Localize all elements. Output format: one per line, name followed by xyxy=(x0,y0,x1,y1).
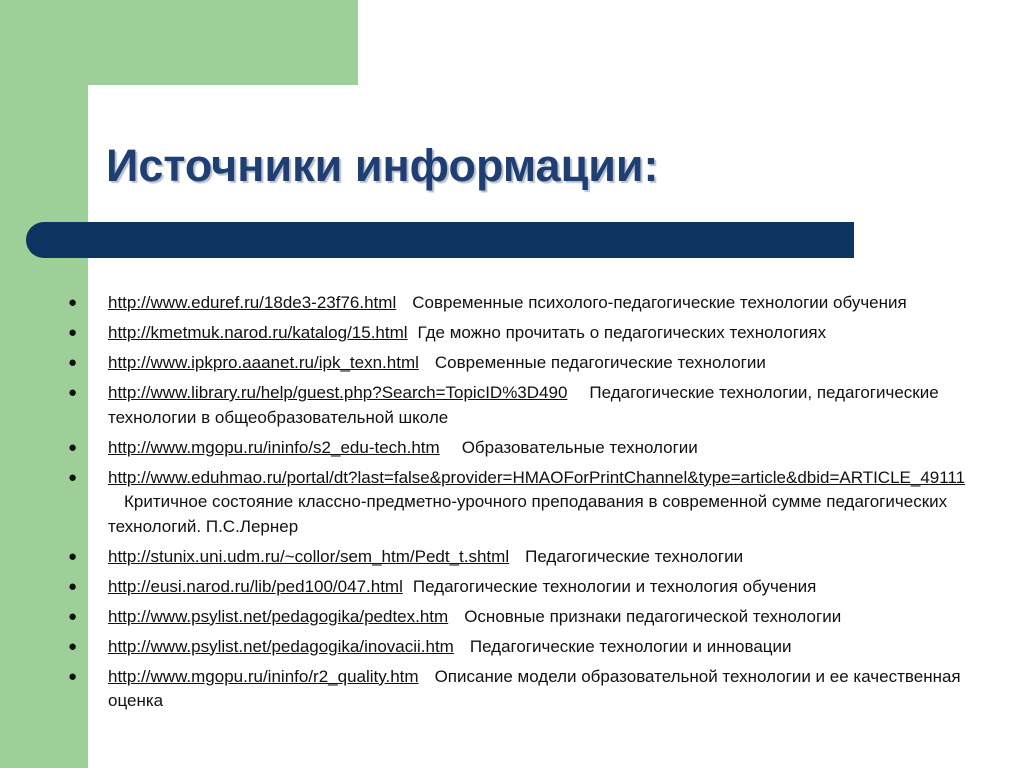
list-item xyxy=(68,381,978,430)
list-item xyxy=(68,321,978,346)
bullet-icon: ● xyxy=(68,354,78,371)
source-description: Основные признаки педагогической технологии xyxy=(464,606,842,626)
bullet-icon: ● xyxy=(68,468,78,486)
list-item xyxy=(68,545,978,570)
source-link[interactable]: http://eusi.narod.ru/lib/ped100/047.html xyxy=(108,576,403,596)
bullet-icon: ● xyxy=(68,637,78,655)
slide-title: Источники информации: xyxy=(106,140,659,191)
source-description: Образовательные технологии xyxy=(461,437,698,457)
title-divider-bar xyxy=(26,222,854,258)
list-item xyxy=(68,466,978,540)
source-link[interactable]: http://www.eduhmao.ru/portal/dt?last=false&provider=HMAOForPrintChannel&type=article&dbid=ARTICLE_49111 xyxy=(108,467,966,487)
bullet-icon: ● xyxy=(68,577,78,595)
source-description: Где можно прочитать о педагогических технологиях xyxy=(417,323,827,342)
bullet-icon: ● xyxy=(68,294,78,311)
source-link[interactable]: http://www.mgopu.ru/ininfo/s2_edu-tech.htm xyxy=(108,437,440,457)
list-item xyxy=(68,635,978,660)
bullet-icon: ● xyxy=(68,384,78,401)
source-description: Педагогические технологии и инновации xyxy=(469,636,792,656)
source-description: Критичное состояние классно-предметно-урочного преподавания в современной сумме педагогических технологий. П.С.Лернер xyxy=(108,492,948,536)
list-item xyxy=(68,665,978,714)
source-link[interactable]: http://www.psylist.net/pedagogika/pedtex.htm xyxy=(108,606,449,626)
source-description: Современные педагогические технологии xyxy=(434,353,766,372)
source-link[interactable]: http://www.ipkpro.aaanet.ru/ipk_texn.html xyxy=(108,353,419,372)
bullet-icon: ● xyxy=(68,438,78,456)
green-top-band xyxy=(0,0,358,85)
source-description: Педагогические технологии, педагогические технологии в общеобразовательной школе xyxy=(108,383,939,427)
source-link[interactable]: http://kmetmuk.narod.ru/katalog/15.html xyxy=(108,323,408,342)
bullet-icon: ● xyxy=(68,667,78,685)
source-link[interactable]: http://stunix.uni.udm.ru/~collor/sem_htm/Pedt_t.shtml xyxy=(108,546,510,566)
list-item xyxy=(68,575,978,600)
bullet-icon: ● xyxy=(68,324,78,341)
list-item xyxy=(68,436,978,461)
source-description: Современные психолого-педагогические технологии обучения xyxy=(412,293,907,312)
bullet-icon: ● xyxy=(68,607,78,625)
source-description: Педагогические технологии xyxy=(525,546,744,566)
source-link[interactable]: http://www.eduref.ru/18de3-23f76.html xyxy=(108,293,397,312)
source-link[interactable]: http://www.psylist.net/pedagogika/inovacii.htm xyxy=(108,636,454,656)
list-item xyxy=(68,605,978,630)
bullet-icon: ● xyxy=(68,547,78,565)
source-link[interactable]: http://www.library.ru/help/guest.php?Search=TopicID%3D490 xyxy=(108,383,568,402)
list-item xyxy=(68,351,978,376)
sources-list xyxy=(68,291,978,719)
list-item xyxy=(68,291,978,316)
source-description: Педагогические технологии и технология обучения xyxy=(412,576,817,596)
source-link[interactable]: http://www.mgopu.ru/ininfo/r2_quality.htm xyxy=(108,666,419,686)
source-description: Описание модели образовательной технологии и ее качественная оценка xyxy=(108,666,961,710)
